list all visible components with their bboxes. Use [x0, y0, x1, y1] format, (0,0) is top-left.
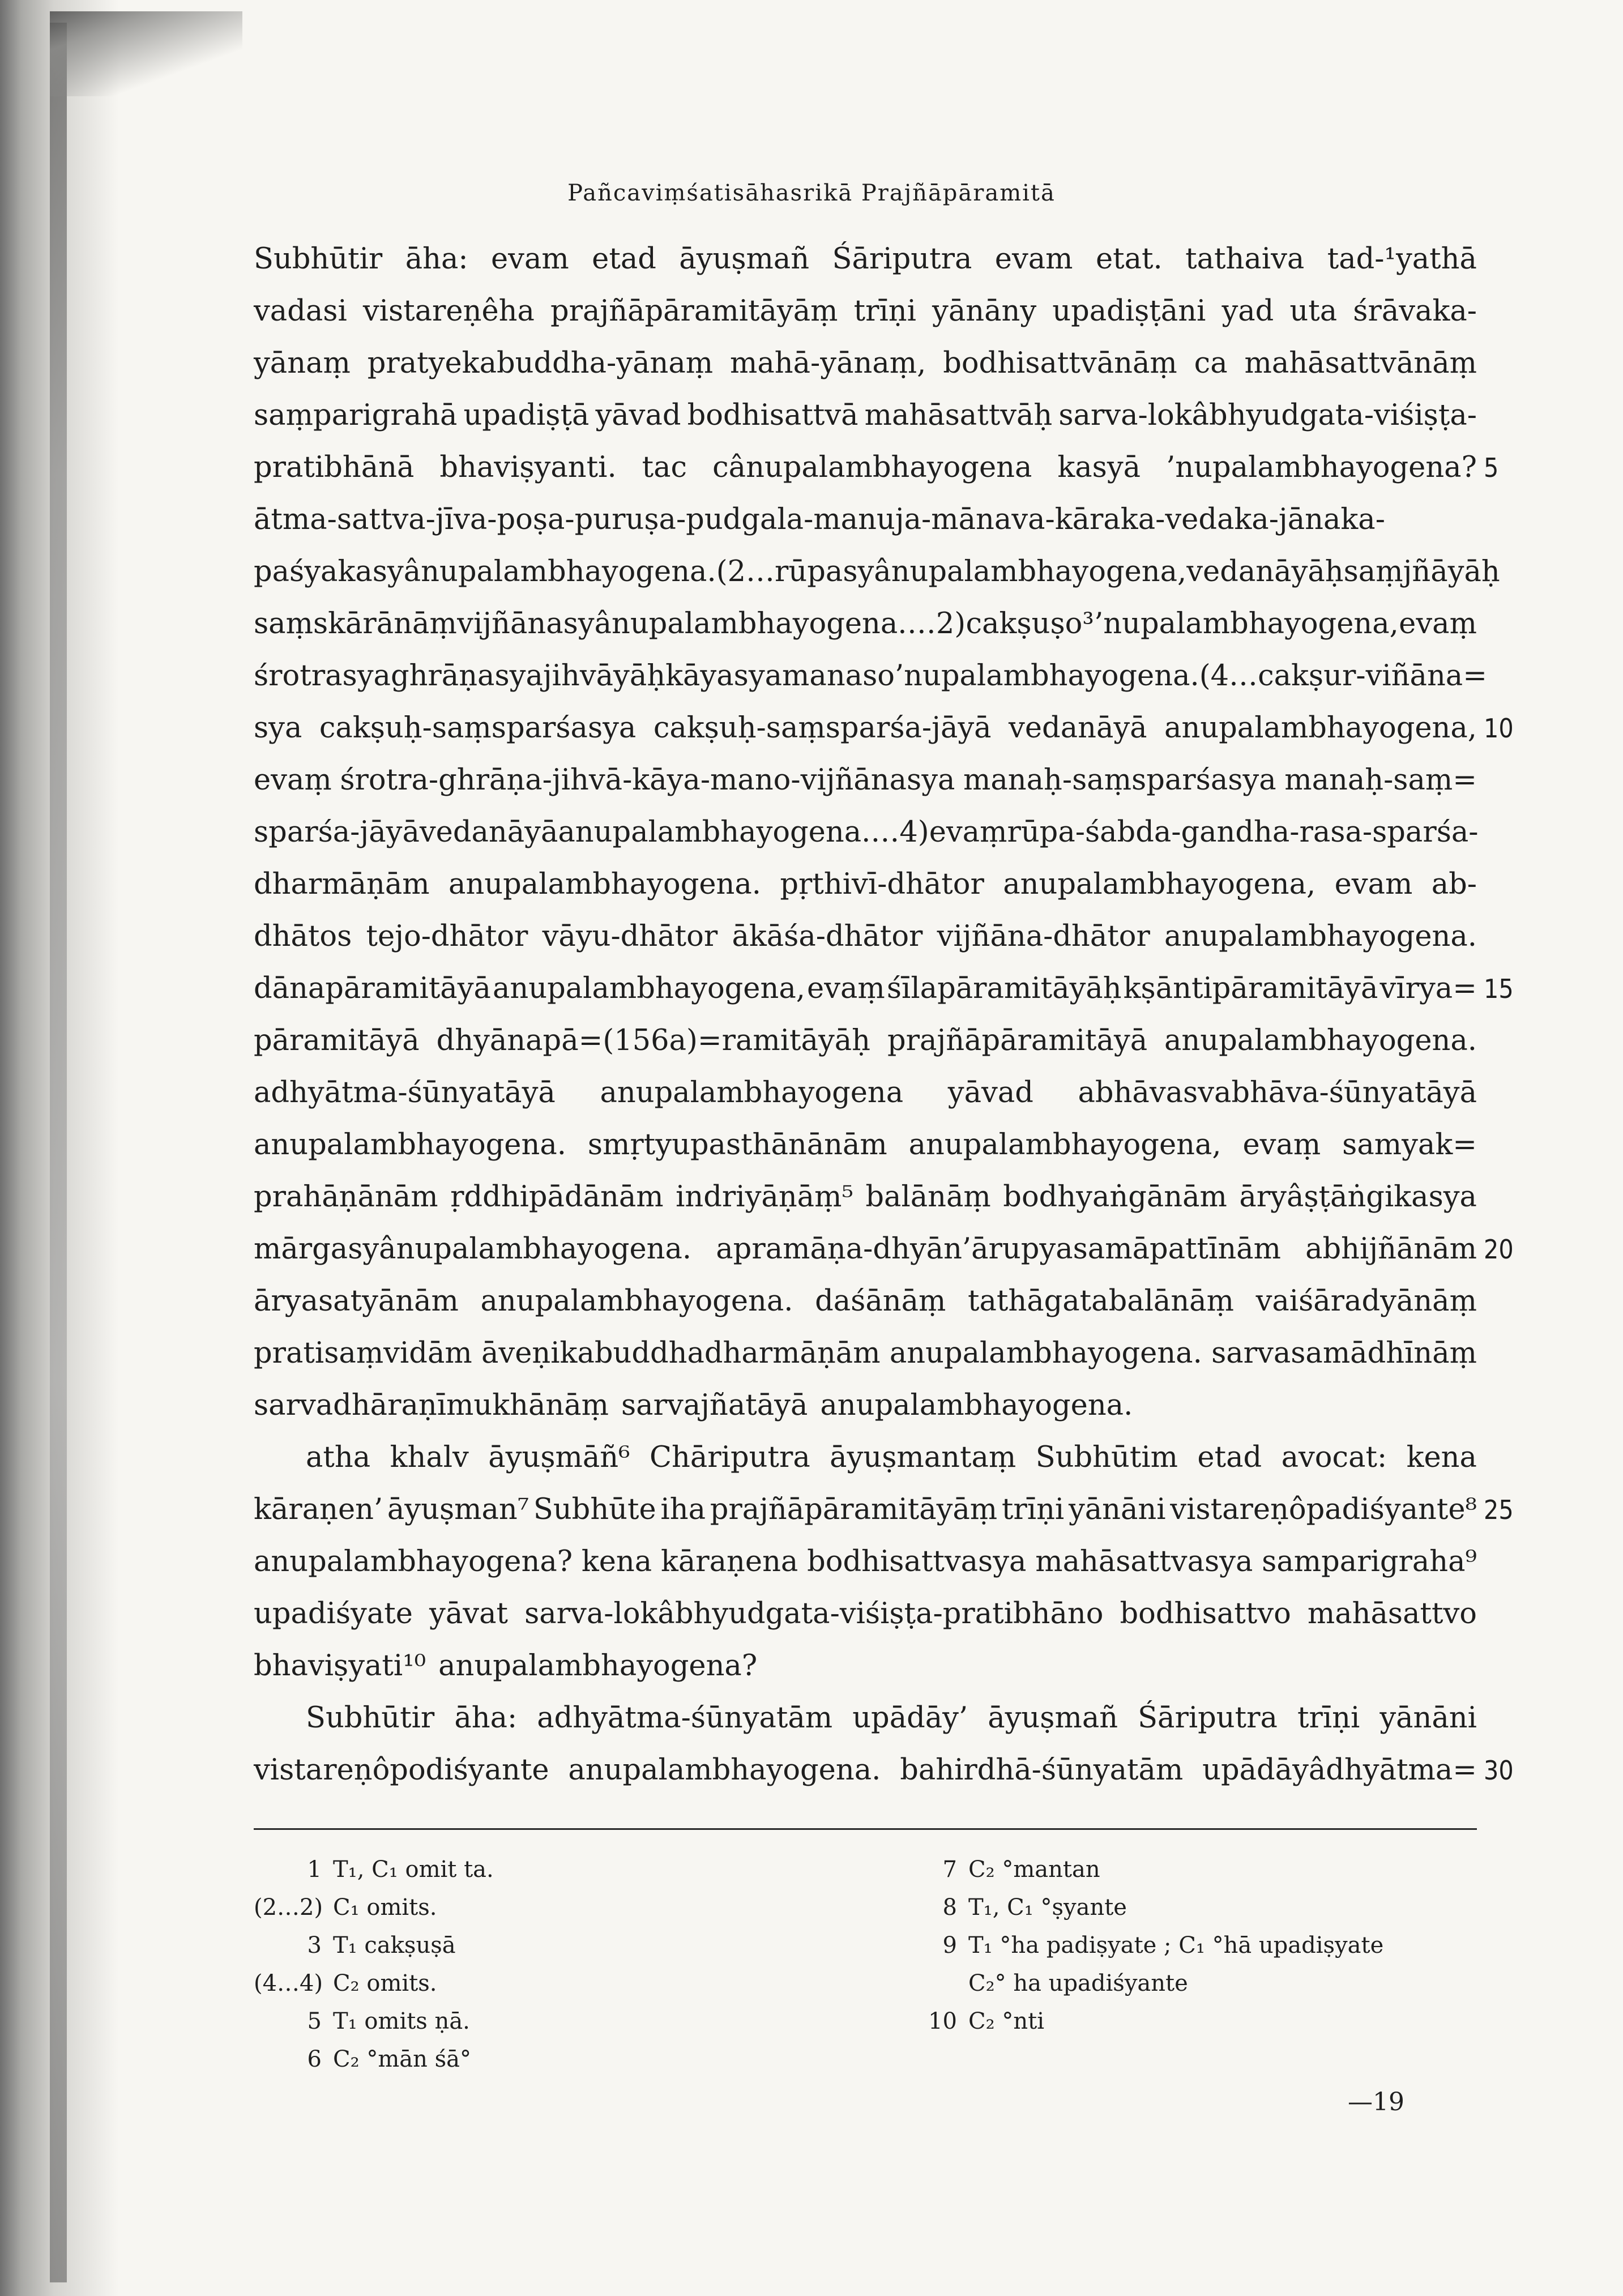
text-line: [254, 1119, 1477, 1171]
text-line: [254, 1432, 1477, 1484]
word: pṛthivī-dhātor: [780, 868, 984, 901]
word: bodhyaṅgānām: [1003, 1180, 1227, 1214]
word: kena: [1406, 1441, 1477, 1474]
text-line: [254, 859, 1477, 911]
word: saṃjñāyāḥ: [1343, 555, 1500, 588]
word: etad: [1197, 1441, 1262, 1474]
word: āyuṣmañ: [679, 242, 810, 276]
line-number: 20: [1484, 1234, 1514, 1265]
footnote-number: 10: [928, 2008, 957, 2034]
word: prajñāpāramitāyā: [887, 1024, 1148, 1057]
word: apramāṇa-dhyān’ārupyasamāpattīnām: [716, 1232, 1281, 1266]
text-line: [254, 911, 1477, 963]
word: saṃskārānāṃ: [254, 607, 457, 641]
word: āryâṣṭāṅgikasya: [1239, 1180, 1477, 1214]
word: ātma-sattva-jīva-poṣa-puruṣa-pudgala-manuja-mānava-kāraka-vedaka-jānaka-: [254, 503, 1385, 536]
word: cakṣur-viñāna=: [1258, 659, 1487, 693]
word: anupalambhayogena.: [1164, 920, 1477, 953]
word: tac: [642, 451, 687, 484]
word: Śāriputra: [1138, 1701, 1278, 1735]
word: ākāśa-dhātor: [732, 920, 923, 953]
word: jihvāyāḥ: [543, 659, 666, 693]
word: anupalambhayogena?: [254, 1545, 573, 1578]
footnote: [254, 2041, 848, 2079]
word: khalv: [390, 1441, 469, 1474]
word: vijñānasyânupalambhayogena.: [457, 607, 907, 641]
word: anupalambhayogena,: [1164, 711, 1477, 745]
word: kasyā: [1057, 451, 1141, 484]
word: cakṣuḥ-saṃsparśasya: [319, 711, 637, 745]
word: yāvad: [595, 399, 681, 432]
text-line: [254, 1015, 1477, 1067]
word: evaṃ: [807, 972, 885, 1005]
word: uta: [1289, 295, 1338, 328]
footnote-number: 3: [307, 1932, 322, 1958]
text-line: [254, 806, 1477, 859]
word: sarvajñatāyā: [621, 1389, 808, 1422]
word: yāvad: [947, 1076, 1033, 1109]
word: rūpa-śabda-gandha-rasa-sparśa-: [1007, 816, 1479, 849]
footnote: [254, 1851, 848, 1889]
footnote: [889, 2003, 1489, 2041]
word: etat.: [1095, 242, 1163, 276]
word: …4): [870, 816, 929, 849]
word: bhaviṣyati¹⁰: [254, 1649, 426, 1683]
word: tathaiva: [1185, 242, 1305, 276]
word: ’nupalambhayogena?: [1166, 451, 1477, 484]
word: ghrāṇasya: [390, 659, 543, 693]
word: ṛddhipādānām: [450, 1180, 664, 1214]
text-line: [254, 390, 1477, 442]
text-line: [254, 285, 1477, 338]
footnote-text: C₂ omits.: [333, 1970, 437, 1996]
word: bahirdhā-śūnyatām: [900, 1753, 1184, 1787]
word: pratisaṃvidām: [254, 1337, 472, 1370]
word: dānapāramitāyā: [254, 972, 491, 1005]
word: prahāṇānām: [254, 1180, 438, 1214]
word: tejo-dhātor: [366, 920, 528, 953]
footnote-text: C₂ °mān śā°: [333, 2046, 471, 2072]
word: upadiśyate: [254, 1597, 413, 1631]
word: ca: [1194, 347, 1228, 380]
word: pāramitāyā: [254, 1024, 420, 1057]
word: vistareṇôpodiśyante: [254, 1753, 549, 1787]
word: bodhisattvānāṃ: [943, 347, 1177, 380]
word: bodhisattvā: [687, 399, 859, 432]
word: kāyasya: [665, 659, 783, 693]
word: vāyu-dhātor: [542, 920, 718, 953]
word: vijñāna-dhātor: [937, 920, 1150, 953]
word: paśyakasyânupalambhayogena.: [254, 555, 716, 588]
text-line: [254, 1588, 1477, 1640]
word: ab-: [1431, 868, 1477, 901]
word: tad-¹yathā: [1327, 242, 1477, 276]
word: sya: [254, 711, 302, 745]
main-text: [254, 233, 1514, 1796]
word: trīṇi: [853, 295, 916, 328]
word: pratibhānā: [254, 451, 415, 484]
word: āha:: [405, 242, 468, 276]
word: yānaṃ: [254, 347, 351, 380]
text-line: [254, 494, 1477, 546]
word: āyuṣman⁷: [387, 1493, 529, 1526]
word: anupalambhayogena.: [1164, 1024, 1477, 1057]
word: vedanāyā: [1009, 711, 1147, 745]
word: kṣāntipāramitāyā: [1123, 972, 1378, 1005]
word: anupalambhayogena.: [820, 1389, 1133, 1422]
text-line: [254, 1484, 1514, 1536]
text-line: [254, 650, 1487, 702]
word: upadiṣṭā: [463, 399, 590, 432]
word: (2…: [716, 555, 775, 588]
running-head: Pañcaviṃśatisāhasrikā Prajñāpāramitā: [567, 180, 1056, 206]
footnote-rule: [254, 1828, 1477, 1830]
word: pratyekabuddha-yānaṃ: [367, 347, 714, 380]
footnote: [254, 1927, 848, 1965]
word: cânupalambhayogena: [712, 451, 1032, 484]
word: smṛtyupasthānānām: [587, 1128, 887, 1162]
word: etad: [592, 242, 656, 276]
word: anupalambhayogena.: [568, 1753, 881, 1787]
text-line: [254, 1328, 1477, 1380]
word: kena: [581, 1545, 652, 1578]
footnote: [889, 1889, 1489, 1927]
word: balānāṃ: [865, 1180, 991, 1214]
word: Subhūtim: [1035, 1441, 1178, 1474]
word: śīlapāramitāyāḥ: [886, 972, 1122, 1005]
word: saṃparigrahā: [254, 399, 458, 432]
footnote-text: T₁ cakṣuṣā: [333, 1932, 456, 1958]
word: manaso: [782, 659, 895, 693]
word: vedanāyāḥ: [1186, 555, 1344, 588]
word: Subhūtir: [254, 242, 383, 276]
word: rūpasyânupalambhayogena,: [775, 555, 1187, 588]
word: vistareṇôpadiśyante⁸: [1170, 1493, 1477, 1526]
word: manaḥ-saṃ=: [1284, 763, 1477, 797]
word: sarva-lokâbhyudgata-viśiṣṭa-pratibhāno: [524, 1597, 1104, 1631]
line-number: 5: [1484, 453, 1499, 483]
word: anupalambhayogena,: [493, 972, 805, 1005]
word: vadasi: [254, 295, 347, 328]
word: Subhūtir: [306, 1701, 435, 1735]
word: yānāni: [1068, 1493, 1166, 1526]
word: cakṣuḥ-saṃsparśa-jāyā: [653, 711, 992, 745]
word: kāraṇena: [660, 1545, 798, 1578]
footnote-number: 9: [942, 1932, 957, 1958]
footnote: [889, 1927, 1489, 1965]
text-line: [254, 1692, 1477, 1744]
binding-edge: [50, 23, 67, 2282]
word: evam: [994, 242, 1073, 276]
line-number: 15: [1484, 974, 1514, 1004]
text-line: [254, 702, 1514, 754]
word: bhaviṣyanti.: [439, 451, 617, 484]
word: evaṃ: [1242, 1128, 1321, 1162]
footnote-number: 8: [942, 1894, 957, 1921]
word: mahāsattvāḥ: [864, 399, 1053, 432]
text-line: [254, 1171, 1477, 1223]
word: āha:: [454, 1701, 518, 1735]
word: vaiśāradyānāṃ: [1255, 1284, 1477, 1318]
text-line: [254, 754, 1477, 806]
text-line: [254, 442, 1499, 494]
word: anupalambhayogena.: [449, 868, 761, 901]
footnote-text: T₁ °ha padiṣyate ; C₁ °hā upadiṣyate: [968, 1932, 1384, 1958]
word: śrotra-ghrāṇa-jihvā-kāya-mano-vijñānasya: [340, 763, 955, 797]
text-line: [254, 338, 1477, 390]
word: anupalambhayogena?: [438, 1649, 758, 1683]
footnote: [889, 1851, 1489, 1889]
word: upadiṣṭāni: [1052, 295, 1206, 328]
word: Śāriputra: [832, 242, 972, 276]
text-line: [254, 963, 1514, 1015]
word: tathāgatabalānāṃ: [967, 1284, 1234, 1318]
text-line: [254, 1275, 1477, 1328]
footnote-text: C₂° ha upadiśyante: [968, 1970, 1188, 1996]
word: yad: [1221, 295, 1274, 328]
footnote-number: 6: [307, 2046, 322, 2072]
footnote-text: C₂ °nti: [968, 2008, 1044, 2034]
word: trīṇi: [1001, 1493, 1065, 1526]
text-line: [254, 1067, 1477, 1119]
word: prajñāpāramitāyāṃ: [710, 1493, 998, 1526]
word: vīrya=: [1379, 972, 1477, 1005]
word: anupalambhayogena.: [480, 1284, 793, 1318]
line-number: 30: [1484, 1755, 1514, 1786]
word: anupalambhayogena.: [254, 1128, 566, 1162]
footnote: [254, 2003, 848, 2041]
word: abhāvasvabhāva-śūnyatāyā: [1078, 1076, 1477, 1109]
word: bodhisattvo: [1120, 1597, 1291, 1631]
footnote-text: T₁ omits ṇā.: [333, 2008, 470, 2034]
word: anupalambhayogena.: [558, 816, 871, 849]
page-number: —19: [1348, 2088, 1404, 2116]
word: dhyānapā=(156a)=ramitāyāḥ: [436, 1024, 871, 1057]
word: adhyātma-śūnyatāyā: [254, 1076, 556, 1109]
word: upādāy’: [852, 1701, 968, 1735]
word: sarvadhāraṇīmukhānāṃ: [254, 1389, 609, 1422]
word: daśānāṃ: [815, 1284, 946, 1318]
footnote: [254, 1965, 848, 2003]
footnote: [254, 1889, 848, 1927]
word: yānāni: [1379, 1701, 1477, 1735]
word: sarva-lokâbhyudgata-viśiṣṭa-: [1058, 399, 1477, 432]
word: prajñāpāramitāyāṃ: [550, 295, 838, 328]
text-line: [254, 598, 1477, 650]
text-line: [254, 1640, 1477, 1692]
word: vedanāyā: [419, 816, 558, 849]
word: yāvat: [429, 1597, 508, 1631]
footnote: [889, 1965, 1489, 2003]
line-number: 25: [1484, 1495, 1514, 1525]
word: (4…: [1199, 659, 1258, 693]
word: śrāvaka-: [1353, 295, 1477, 328]
footnotes-right: [889, 1851, 1489, 2041]
word: dharmāṇām: [254, 868, 430, 901]
word: samyak=: [1342, 1128, 1477, 1162]
word: trīṇi: [1297, 1701, 1360, 1735]
word: kāraṇen’: [254, 1493, 383, 1526]
footnote-number: (2…2): [254, 1894, 323, 1921]
word: …2): [907, 607, 966, 641]
footnote-text: C₁ omits.: [333, 1894, 437, 1921]
word: āveṇikabuddhadharmāṇām: [481, 1337, 881, 1370]
word: sparśa-jāyā: [254, 816, 420, 849]
word: iha: [660, 1493, 706, 1526]
word: mahāsattvo: [1307, 1597, 1477, 1631]
word: anupalambhayogena.: [889, 1337, 1202, 1370]
word: upādāyâdhyātma=: [1202, 1753, 1477, 1787]
word: sarvasamādhīnāṃ: [1211, 1337, 1477, 1370]
word: dhātos: [254, 920, 352, 953]
word: anupalambhayogena: [600, 1076, 904, 1109]
footnote-number: 5: [307, 2008, 322, 2034]
word: evam: [1334, 868, 1413, 901]
word: anupalambhayogena,: [908, 1128, 1221, 1162]
footnote-number: 1: [307, 1857, 322, 1883]
word: ’nupalambhayogena.: [894, 659, 1199, 693]
word: avocat:: [1281, 1441, 1387, 1474]
word: adhyātma-śūnyatām: [537, 1701, 833, 1735]
footnote-text: T₁, C₁ °ṣyante: [968, 1894, 1127, 1921]
word: bodhisattvasya: [807, 1545, 1027, 1578]
word: mahā-yānaṃ,: [730, 347, 926, 380]
footnote-number: 7: [942, 1857, 957, 1883]
text-line: [254, 1536, 1477, 1588]
word: evaṃ: [929, 816, 1007, 849]
word: yānāny: [932, 295, 1037, 328]
word: abhijñānām: [1305, 1232, 1477, 1266]
text-line: [254, 1380, 1477, 1432]
word: āyuṣmañ: [988, 1701, 1118, 1735]
word: Subhūte: [533, 1493, 656, 1526]
word: āryasatyānām: [254, 1284, 459, 1318]
word: manaḥ-saṃsparśasya: [963, 763, 1276, 797]
word: evam: [490, 242, 569, 276]
text-line: [254, 1744, 1514, 1796]
word: vistareṇêha: [362, 295, 535, 328]
word: anupalambhayogena,: [1003, 868, 1316, 901]
word: mahāsattvānāṃ: [1244, 347, 1477, 380]
word: mārgasyânupalambhayogena.: [254, 1232, 692, 1266]
footnotes-left: [254, 1851, 848, 2079]
word: cakṣuṣo³: [966, 607, 1094, 641]
word: Chāriputra: [650, 1441, 810, 1474]
footnote-text: C₂ °mantan: [968, 1857, 1100, 1883]
word: āyuṣmāñ⁶: [488, 1441, 630, 1474]
word: āyuṣmantaṃ: [830, 1441, 1016, 1474]
word: mahāsattvasya: [1035, 1545, 1253, 1578]
word: indriyāṇāṃ⁵: [676, 1180, 853, 1214]
word: śrotrasya: [254, 659, 391, 693]
text-line: [254, 546, 1500, 598]
word: ’nupalambhayogena,: [1094, 607, 1399, 641]
word: atha: [306, 1441, 371, 1474]
text-line: [254, 1223, 1514, 1275]
word: evaṃ: [254, 763, 332, 797]
word: evaṃ: [1399, 607, 1477, 641]
line-number: 10: [1484, 713, 1514, 744]
corner-shadow: [50, 11, 242, 96]
footnote-number: (4…4): [254, 1970, 323, 1996]
text-line: [254, 233, 1477, 285]
footnote-text: T₁, C₁ omit ta.: [333, 1857, 494, 1883]
word: samparigraha⁹: [1262, 1545, 1477, 1578]
